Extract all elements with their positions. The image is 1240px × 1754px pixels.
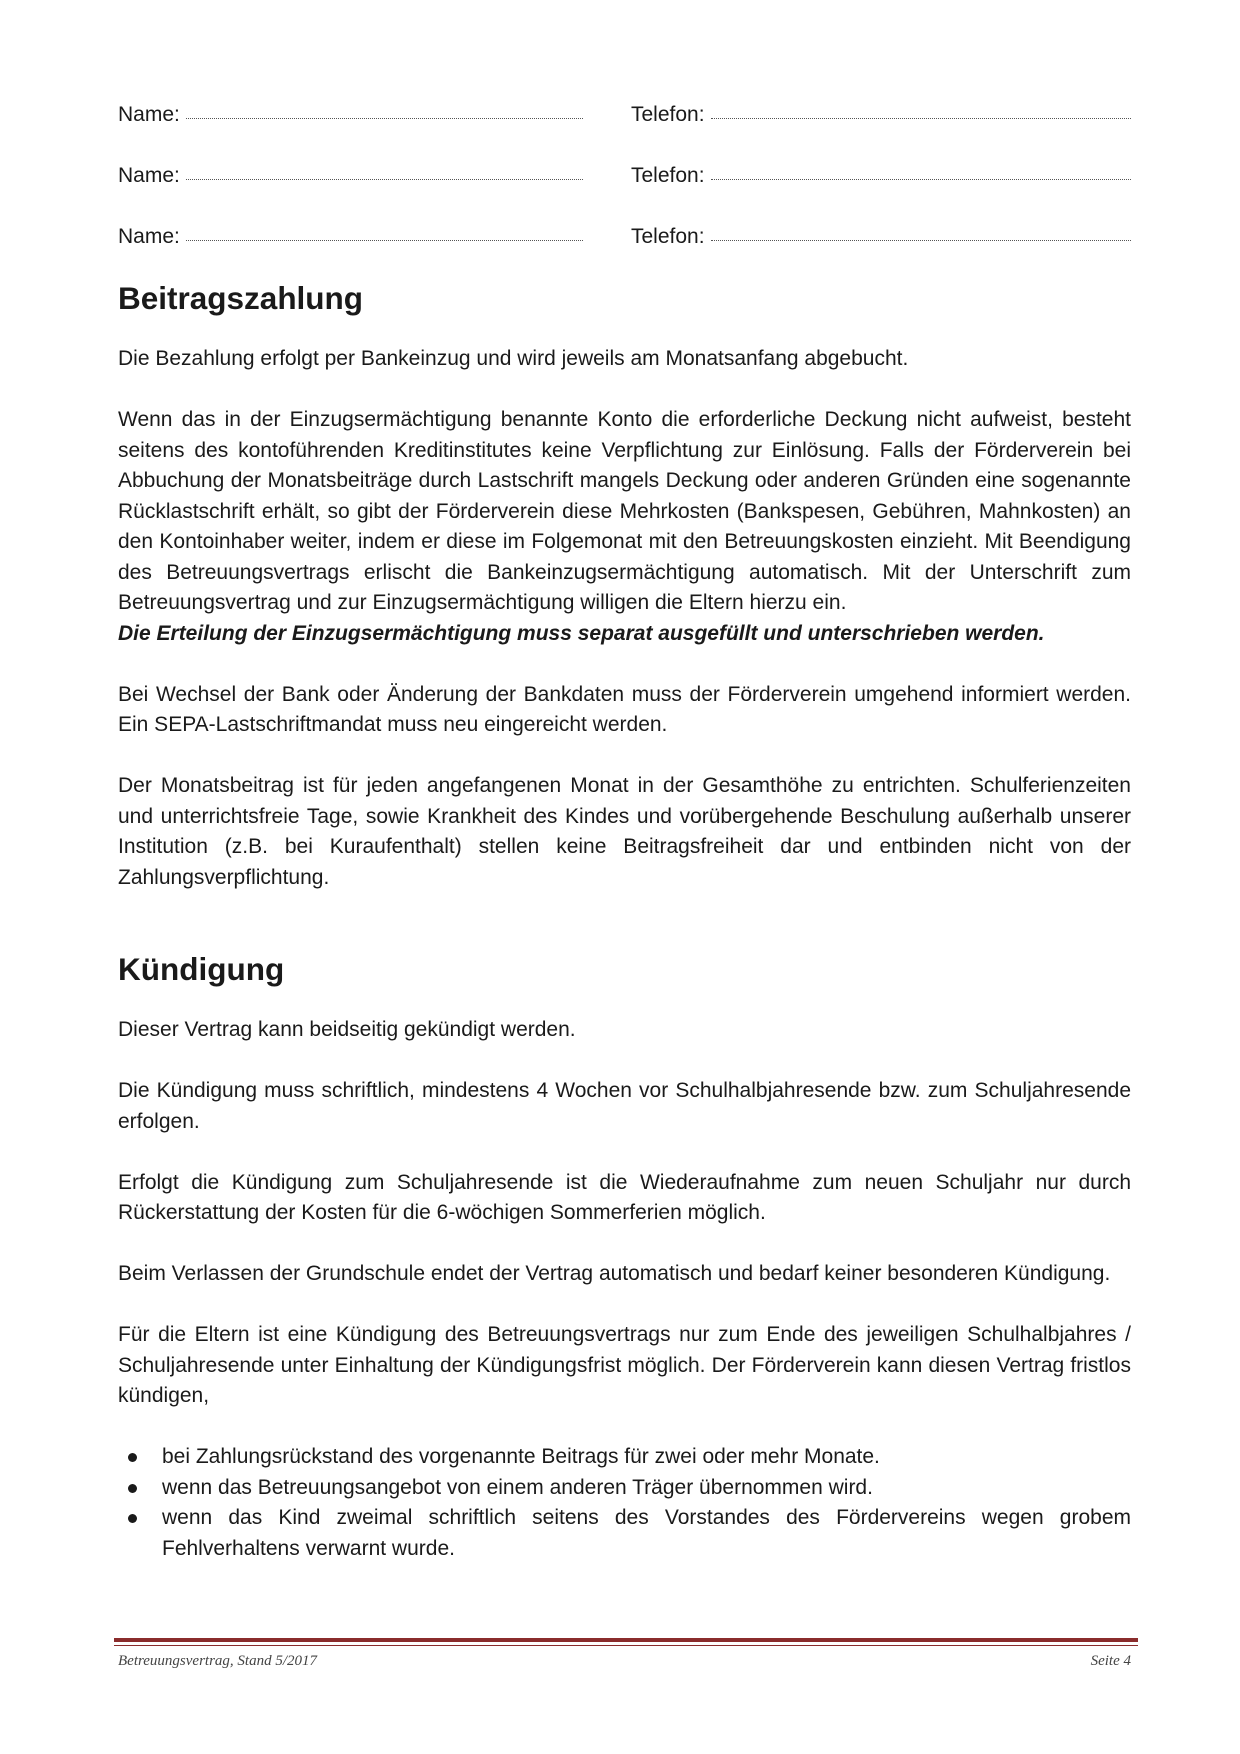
footer-divider-thin xyxy=(114,1645,1138,1646)
paragraph-readmission: Erfolgt die Kündigung zum Schuljahresende ist die Wiederaufnahme zum neuen Schuljahr nur durch Rückerstattung der Kosten für die 6-wöchigen Sommerferien möglich. xyxy=(118,1170,1131,1224)
name-field[interactable] xyxy=(118,100,583,131)
page-content xyxy=(118,100,1131,1564)
phone-field[interactable] xyxy=(631,222,1131,253)
paragraph-termination-deadline: Die Kündigung muss schriftlich, mindestens 4 Wochen vor Schulhalbjahresende bzw. zum Schuljahresende erfolgen. xyxy=(118,1079,1131,1133)
footer-document-title: Betreuungsvertrag, Stand 5/2017 xyxy=(118,1653,318,1669)
list-item: wenn das Kind zweimal schriftlich seitens des Vorstandes des Fördervereins wegen grobem Fehlverhaltens verwarnt wurde. xyxy=(118,1503,1131,1564)
name-label: Name: xyxy=(118,225,180,248)
name-field[interactable] xyxy=(118,222,583,253)
phone-label: Telefon: xyxy=(631,164,705,187)
contact-row xyxy=(118,161,1131,222)
contact-row xyxy=(118,222,1131,283)
page-footer xyxy=(118,1653,1131,1670)
name-label: Name: xyxy=(118,164,180,187)
phone-label: Telefon: xyxy=(631,225,705,248)
phone-field[interactable] xyxy=(631,161,1131,192)
footer-page-number: Seite 4 xyxy=(1090,1653,1131,1669)
contact-row xyxy=(118,100,1131,161)
list-item: wenn das Betreuungsangebot von einem anderen Träger übernommen wird. xyxy=(118,1473,1131,1504)
termination-reasons-list xyxy=(118,1442,1131,1564)
list-item: bei Zahlungsrückstand des vorgenannte Beitrags für zwei oder mehr Monate. xyxy=(118,1442,1131,1473)
paragraph-termination-both: Dieser Vertrag kann beidseitig gekündigt werden. xyxy=(118,1018,576,1041)
phone-field[interactable] xyxy=(631,100,1131,131)
paragraph-leaving-school: Beim Verlassen der Grundschule endet der Vertrag automatisch und bedarf keiner besonderen Kündigung. xyxy=(118,1262,1111,1285)
name-dotted-line xyxy=(186,163,583,180)
section-heading-beitragszahlung: Beitragszahlung xyxy=(118,280,364,316)
paragraph-parent-termination: Für die Eltern ist eine Kündigung des Betreuungsvertrags nur zum Ende des jeweiligen Schulhalbjahres / Schuljahresende unter Einhaltung der Kündigungsfrist möglich. Der Förderverein kann diesen Vertrag fristlos kündigen, xyxy=(118,1323,1131,1407)
paragraph-monthly-fee: Der Monatsbeitrag ist für jeden angefangenen Monat in der Gesamthöhe zu entrichten. Schulferienzeiten und unterrichtsfreie Tage, sowie Krankheit des Kindes und vorübergehende Beschulung außerhalb unserer Institution (z.B. bei Kuraufenthalt) stellen keine Beitragsfreiheit dar und entbinden nicht von der Zahlungsverpflichtung. xyxy=(118,774,1131,889)
paragraph-mandate-note: Die Erteilung der Einzugsermächtigung muss separat ausgefüllt und unterschrieben werden. xyxy=(118,621,1045,645)
phone-label: Telefon: xyxy=(631,103,705,126)
paragraph-return-debit: Wenn das in der Einzugsermächtigung benannte Konto die erforderliche Deckung nicht aufweist, besteht seitens des kontoführenden Kreditinstitutes keine Verpflichtung zur Einlösung. Falls der Förderverein bei Abbuchung der Monatsbeiträge durch Lastschrift mangels Deckung oder anderen Gründen eine sogenannte Rücklastschrift erhält, so gibt der Förderverein diese Mehrkosten (Bankspesen, Gebühren, Mahnkosten) an den Kontoinhaber weiter, indem er diese im Folgemonat mit den Betreuungskosten einzieht. Mit Beendigung des Betreuungsvertrags erlischt die Bankeinzugsermächtigung automatisch. Mit der Unterschrift zum Betreuungsvertrag und zur Einzugsermächtigung willigen die Eltern hierzu ein. xyxy=(118,408,1131,614)
footer-divider-thick xyxy=(114,1638,1138,1642)
name-label: Name: xyxy=(118,103,180,126)
name-dotted-line xyxy=(186,224,583,241)
phone-dotted-line xyxy=(711,163,1131,180)
name-field[interactable] xyxy=(118,161,583,192)
phone-dotted-line xyxy=(711,102,1131,119)
paragraph-bank-change: Bei Wechsel der Bank oder Änderung der Bankdaten muss der Förderverein umgehend informiert werden. Ein SEPA-Lastschriftmandat muss neu eingereicht werden. xyxy=(118,682,1131,736)
paragraph-payment-method: Die Bezahlung erfolgt per Bankeinzug und wird jeweils am Monatsanfang abgebucht. xyxy=(118,347,909,370)
phone-dotted-line xyxy=(711,224,1131,241)
section-heading-kuendigung: Kündigung xyxy=(118,951,285,987)
contact-section xyxy=(118,100,1131,283)
name-dotted-line xyxy=(186,102,583,119)
